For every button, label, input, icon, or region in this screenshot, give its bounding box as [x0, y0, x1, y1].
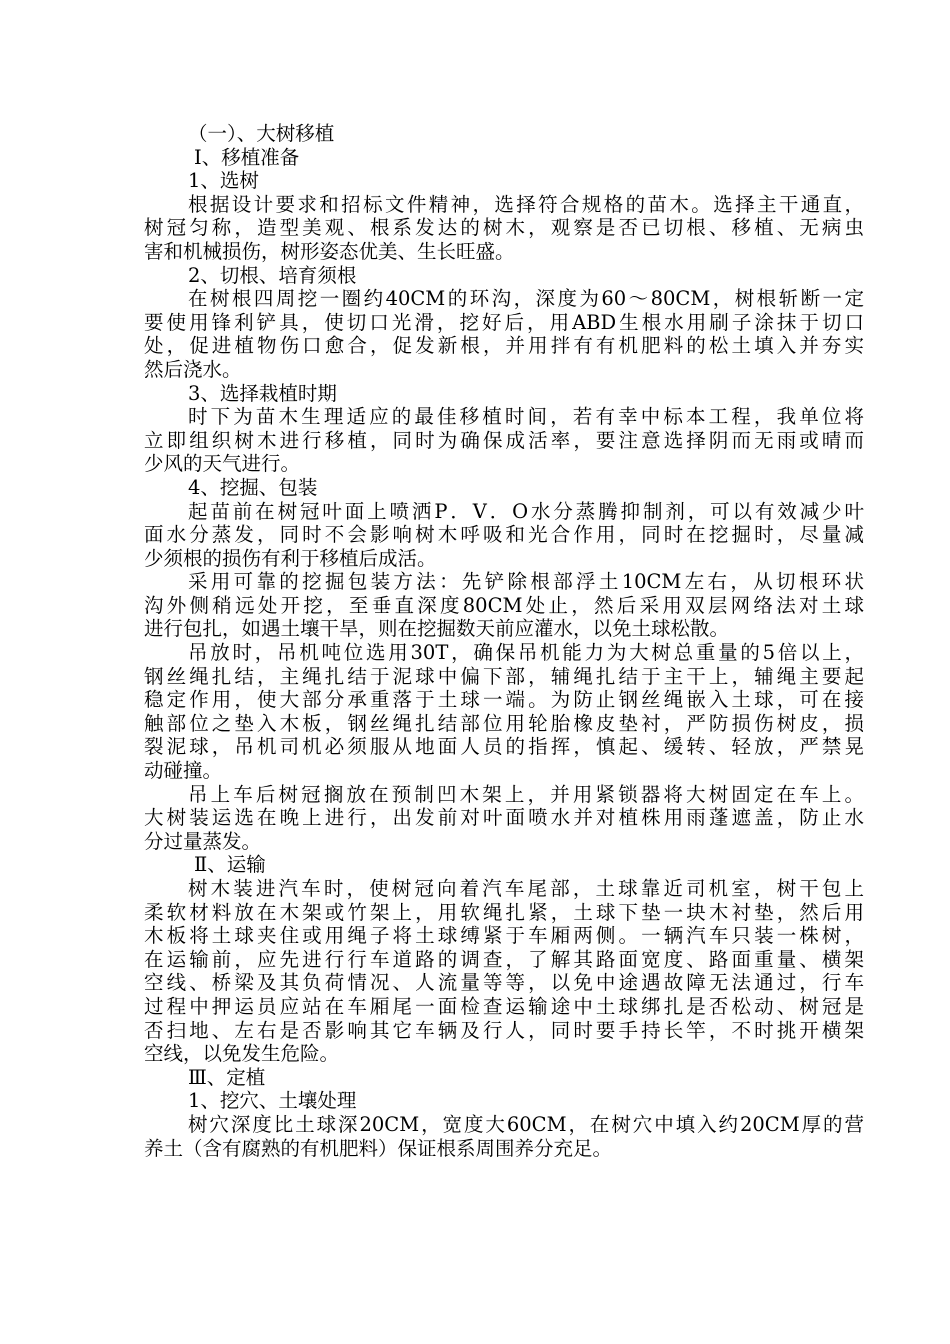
text-line: 分过量蒸发。 — [144, 829, 262, 853]
text-line: （一）、大树移植 — [188, 122, 335, 145]
text-line: 处，促进植物伤口愈合，促发新根，并用拌有有机肥料的松土填入并夯实 — [144, 334, 864, 358]
text-line: 沟外侧稍远处开挖，至垂直深度80CM处止，然后采用双层网络法对土球 — [144, 593, 864, 617]
text-line: 吊放时，吊机吨位选用30T，确保吊机能力为大树总重量的5倍以上， — [188, 641, 864, 665]
text-line: 采用可靠的挖掘包装方法：先铲除根部浮土10CM左右，从切根环状 — [188, 570, 864, 594]
text-line: 触部位之垫入木板，钢丝绳扎结部位用轮胎橡皮垫衬，严防损伤树皮，损 — [144, 711, 864, 735]
text-line: 养土（含有腐熟的有机肥料）保证根系周围养分充足。 — [144, 1136, 613, 1160]
text-line: Ⅱ、运输 — [194, 853, 266, 877]
text-line: 树穴深度比土球深20CM，宽度大60CM，在树穴中填入约20CM厚的营 — [188, 1112, 864, 1136]
text-line: 立即组织树木进行移植，同时为确保成活率，要注意选择阴而无雨或晴而 — [144, 428, 864, 452]
text-line: 裂泥球，吊机司机必须服从地面人员的指挥，慎起、缓转、轻放，严禁晃 — [144, 735, 864, 759]
text-line: 3、选择栽植时期 — [188, 381, 337, 405]
text-line: 1、选树 — [188, 169, 259, 193]
text-line: 时下为苗木生理适应的最佳移植时间，若有幸中标本工程，我单位将 — [188, 405, 864, 429]
text-line: 2、切根、培育须根 — [188, 263, 357, 287]
text-line: 起苗前在树冠叶面上喷洒P．V．O水分蒸腾抑制剂，可以有效减少叶 — [188, 499, 864, 523]
text-line: 柔软材料放在木架或竹架上，用软绳扎紧，土球下垫一块木衬垫，然后用 — [144, 900, 864, 924]
text-line: 4、挖掘、包装 — [188, 475, 318, 499]
text-line: 害和机械损伤，树形姿态优美、生长旺盛。 — [144, 239, 515, 263]
text-line: 面水分蒸发，同时不会影响树木呼吸和光合作用，同时在挖掘时，尽量减 — [144, 523, 864, 547]
text-line: 树木装进汽车时，使树冠向着汽车尾部，土球靠近司机室，树干包上 — [188, 877, 864, 900]
text-line: 树冠匀称，造型美观、根系发达的树木，观察是否已切根、移植、无病虫 — [144, 216, 864, 240]
text-line: 稳定作用，使大部分承重落于土球一端。为防止钢丝绳嵌入土球，可在接 — [144, 688, 864, 712]
text-line: 空线，以免发生危险。 — [144, 1042, 340, 1066]
text-line: 钢丝绳扎结，主绳扎结于泥球中偏下部，辅绳扎结于主干上，辅绳主要起 — [144, 664, 864, 688]
text-line: 然后浇水。 — [144, 357, 242, 381]
text-line: 进行包扎，如遇土壤干旱，则在挖掘数天前应灌水，以免土球松散。 — [144, 617, 730, 641]
text-line: 动碰撞。 — [144, 759, 223, 783]
text-line: 要使用锋利铲具，使切口光滑，挖好后，用ABD生根水用刷子涂抹于切口 — [144, 310, 864, 334]
text-line: 过程中押运员应站在车厢尾一面检查运输途中土球绑扎是否松动、树冠是 — [144, 994, 864, 1018]
text-line: Ⅲ、定植 — [188, 1065, 266, 1089]
text-line: 少风的天气进行。 — [144, 452, 301, 476]
text-line: 吊上车后树冠搁放在预制凹木架上，并用紧锁器将大树固定在车上。 — [188, 782, 864, 806]
text-line: 少须根的损伤有利于移植后成活。 — [144, 546, 437, 570]
document-page — [144, 122, 864, 1160]
text-line: 1、挖穴、土壤处理 — [188, 1089, 357, 1113]
text-line: 木板将土球夹住或用绳子将土球缚紧于车厢两侧。一辆汽车只装一株树， — [144, 924, 864, 948]
text-line: 否扫地、左右是否影响其它车辆及行人，同时要手持长竿，不时挑开横架 — [144, 1018, 864, 1042]
text-line: 大树装运选在晚上进行，出发前对叶面喷水并对植株用雨蓬遮盖，防止水 — [144, 806, 864, 830]
text-line: 在树根四周挖一圈约40CM的环沟，深度为60～80CM，树根斩断一定 — [188, 287, 864, 311]
text-line: 在运输前，应先进行行车道路的调查，了解其路面宽度、路面重量、横架 — [144, 947, 864, 971]
text-line: 空线、桥梁及其负荷情况、人流量等等，以免中途遇故障无法通过，行车 — [144, 971, 864, 995]
text-line: 根据设计要求和招标文件精神，选择符合规格的苗木。选择主干通直， — [188, 192, 864, 216]
text-line: Ⅰ、移植准备 — [194, 145, 300, 169]
